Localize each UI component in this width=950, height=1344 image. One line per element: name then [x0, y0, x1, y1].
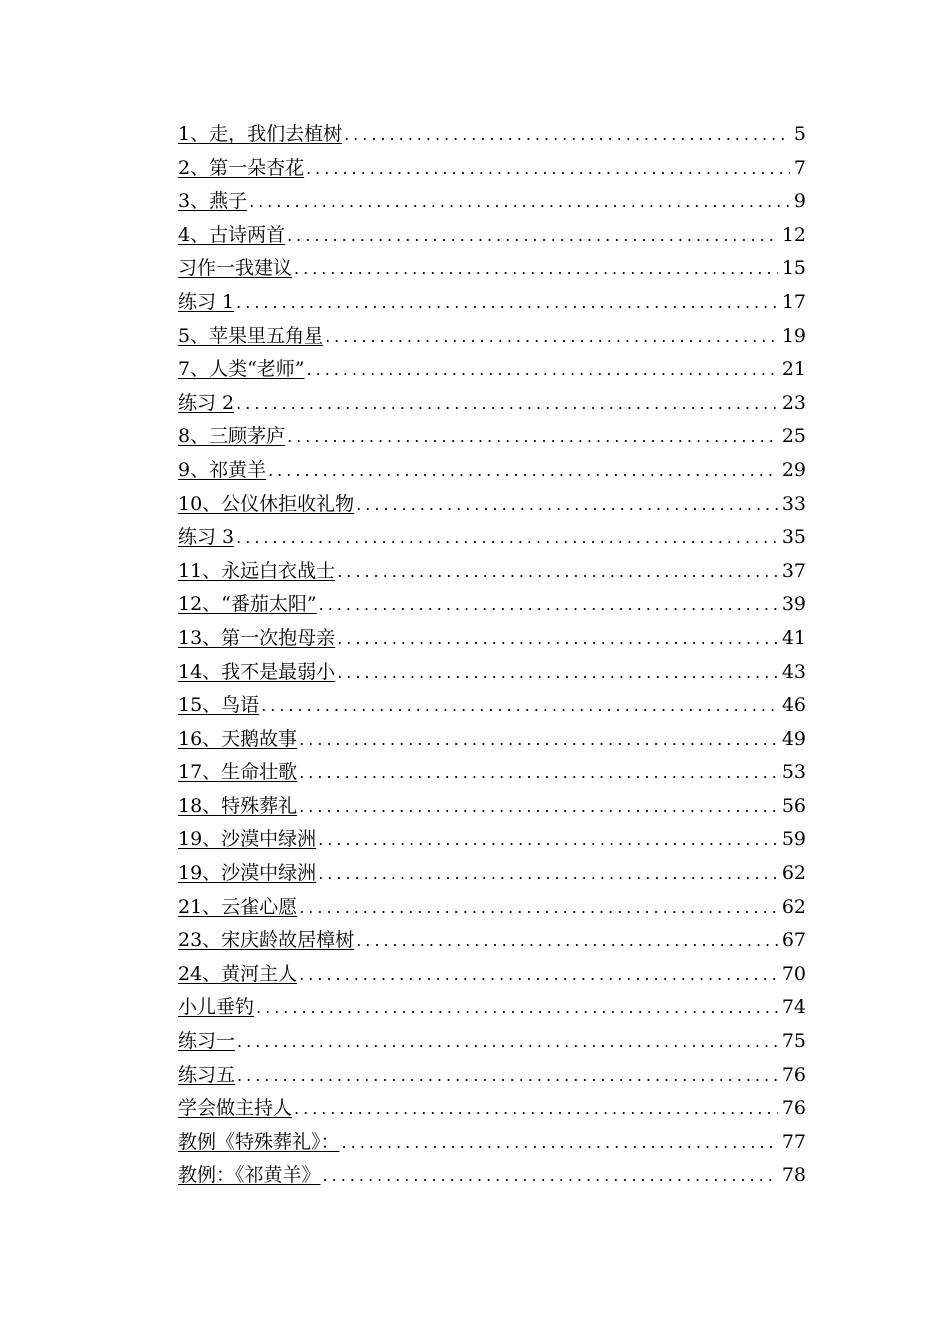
toc-entry[interactable] [178, 622, 806, 656]
toc-entry[interactable] [178, 656, 806, 690]
dot-leader [299, 723, 778, 757]
toc-entry-title: 9、祁黄羊 [178, 458, 267, 481]
dot-leader [287, 420, 778, 454]
toc-entry-title: 19、沙漠中绿洲 [178, 828, 317, 851]
toc-entry[interactable] [178, 185, 806, 219]
dot-leader [256, 991, 778, 1025]
toc-entry-title: 21、云雀心愿 [178, 895, 298, 918]
toc-entry-title: 2、第一朵杏花 [178, 156, 305, 179]
toc-entry[interactable] [178, 118, 806, 152]
toc-entry-title: 练习 1 [178, 290, 235, 313]
dot-leader [299, 891, 778, 925]
toc-entry-page: 59 [781, 828, 806, 851]
toc-entry-page: 62 [781, 862, 806, 885]
toc-entry-title: 13、第一次抱母亲 [178, 626, 336, 649]
dot-leader [356, 488, 778, 522]
toc-entry-page: 67 [781, 929, 806, 952]
toc-entry[interactable] [178, 387, 806, 421]
toc-entry[interactable] [178, 924, 806, 958]
toc-entry-page: 23 [781, 391, 806, 414]
toc-entry-title: 习作一我建议 [178, 257, 293, 280]
toc-entry-page: 17 [781, 290, 806, 313]
dot-leader [268, 454, 778, 488]
toc-entry-title: 12、“番茄太阳” [178, 593, 317, 616]
toc-entry[interactable] [178, 958, 806, 992]
dot-leader [318, 823, 778, 857]
dot-leader [356, 924, 778, 958]
toc-entry-page: 74 [781, 996, 806, 1019]
toc-entry[interactable] [178, 555, 806, 589]
dot-leader [306, 152, 790, 186]
toc-entry[interactable] [178, 891, 806, 925]
toc-entry-page: 12 [781, 223, 806, 246]
toc-entry[interactable] [178, 857, 806, 891]
toc-entry-title: 15、鸟语 [178, 694, 260, 717]
toc-entry[interactable] [178, 286, 806, 320]
toc-entry-title: 3、燕子 [178, 190, 248, 213]
dot-leader [287, 219, 778, 253]
toc-entry-page: 39 [781, 593, 806, 616]
toc-entry-title: 19、沙漠中绿洲 [178, 862, 317, 885]
toc-entry-title: 练习一 [178, 1030, 236, 1053]
toc-entry-page: 37 [781, 559, 806, 582]
toc-entry-title: 16、天鹅故事 [178, 727, 298, 750]
toc-entry[interactable] [178, 152, 806, 186]
toc-entry[interactable] [178, 353, 806, 387]
toc-entry-page: 70 [781, 962, 806, 985]
toc-entry[interactable] [178, 588, 806, 622]
dot-leader [344, 118, 790, 152]
toc-entry-page: 35 [781, 526, 806, 549]
dot-leader [318, 857, 778, 891]
dot-leader [307, 353, 778, 387]
toc-entry[interactable] [178, 320, 806, 354]
dot-leader [236, 521, 778, 555]
toc-entry-page: 25 [781, 425, 806, 448]
toc-entry-title: 小儿垂钓 [178, 996, 255, 1019]
dot-leader [237, 1025, 778, 1059]
toc-entry-page: 7 [793, 156, 806, 179]
toc-entry-title: 23、宋庆龄故居樟树 [178, 929, 355, 952]
toc-entry[interactable] [178, 790, 806, 824]
toc-entry-page: 76 [781, 1097, 806, 1120]
toc-entry[interactable] [178, 723, 806, 757]
toc-entry[interactable] [178, 1025, 806, 1059]
dot-leader [294, 1092, 778, 1126]
table-of-contents [178, 118, 806, 1193]
dot-leader [319, 588, 778, 622]
toc-entry-title: 教例：《祁黄羊》 [178, 1164, 321, 1187]
toc-entry[interactable] [178, 991, 806, 1025]
toc-entry-title: 学会做主持人 [178, 1097, 293, 1120]
toc-entry-page: 62 [781, 895, 806, 918]
toc-entry[interactable] [178, 454, 806, 488]
toc-entry-title: 17、生命壮歌 [178, 761, 298, 784]
toc-entry-page: 9 [793, 190, 806, 213]
toc-entry-page: 21 [781, 358, 806, 381]
toc-entry[interactable] [178, 1059, 806, 1093]
toc-entry[interactable] [178, 823, 806, 857]
toc-entry-page: 75 [781, 1030, 806, 1053]
toc-entry[interactable] [178, 689, 806, 723]
toc-entry-page: 53 [781, 761, 806, 784]
toc-entry-title: 14、我不是最弱小 [178, 660, 336, 683]
dot-leader [236, 286, 778, 320]
toc-entry[interactable] [178, 1126, 806, 1160]
toc-entry[interactable] [178, 756, 806, 790]
dot-leader [261, 689, 778, 723]
toc-entry-title: 练习 3 [178, 526, 235, 549]
toc-entry-title: 4、古诗两首 [178, 223, 286, 246]
toc-entry-page: 29 [781, 458, 806, 481]
toc-entry-title: 练习 2 [178, 391, 235, 414]
toc-entry-page: 5 [793, 123, 806, 145]
toc-entry-page: 19 [781, 324, 806, 347]
dot-leader [294, 252, 778, 286]
toc-entry-page: 46 [781, 694, 806, 717]
toc-entry-page: 76 [781, 1063, 806, 1086]
toc-entry-page: 77 [781, 1130, 806, 1153]
toc-entry-page: 15 [781, 257, 806, 280]
toc-entry-page: 41 [781, 626, 806, 649]
toc-entry-page: 43 [781, 660, 806, 683]
toc-entry-title: 教例《特殊葬礼》： [178, 1130, 340, 1153]
toc-entry-title: 24、黄河主人 [178, 962, 298, 985]
toc-entry-page: 33 [781, 492, 806, 515]
toc-entry-page: 56 [781, 794, 806, 817]
toc-entry-title: 练习五 [178, 1063, 236, 1086]
dot-leader [337, 555, 778, 589]
toc-entry[interactable] [178, 420, 806, 454]
dot-leader [237, 1059, 778, 1093]
toc-entry[interactable] [178, 1092, 806, 1126]
toc-entry[interactable] [178, 1159, 806, 1193]
toc-entry-page: 78 [781, 1164, 806, 1187]
toc-entry-title: 10、公仪休拒收礼物 [178, 492, 355, 515]
dot-leader [249, 185, 790, 219]
dot-leader [236, 387, 778, 421]
dot-leader [337, 622, 778, 656]
dot-leader [299, 958, 778, 992]
toc-entry-page: 49 [781, 727, 806, 750]
dot-leader [299, 756, 778, 790]
toc-entry[interactable] [178, 521, 806, 555]
dot-leader [299, 790, 778, 824]
toc-entry-title: 5、苹果里五角星 [178, 324, 324, 347]
toc-entry[interactable] [178, 488, 806, 522]
toc-entry[interactable] [178, 219, 806, 253]
toc-entry-title: 18、特殊葬礼 [178, 794, 298, 817]
toc-entry-title: 8、三顾茅庐 [178, 425, 286, 448]
dot-leader [337, 656, 778, 690]
toc-entry-title: 7、人类“老师” [178, 358, 305, 381]
toc-entry[interactable] [178, 252, 806, 286]
dot-leader [325, 320, 778, 354]
toc-entry-title: 1、走，我们去植树 [178, 123, 343, 145]
dot-leader [323, 1159, 778, 1193]
dot-leader [342, 1126, 778, 1160]
toc-entry-title: 11、永远白衣战士 [178, 559, 336, 582]
